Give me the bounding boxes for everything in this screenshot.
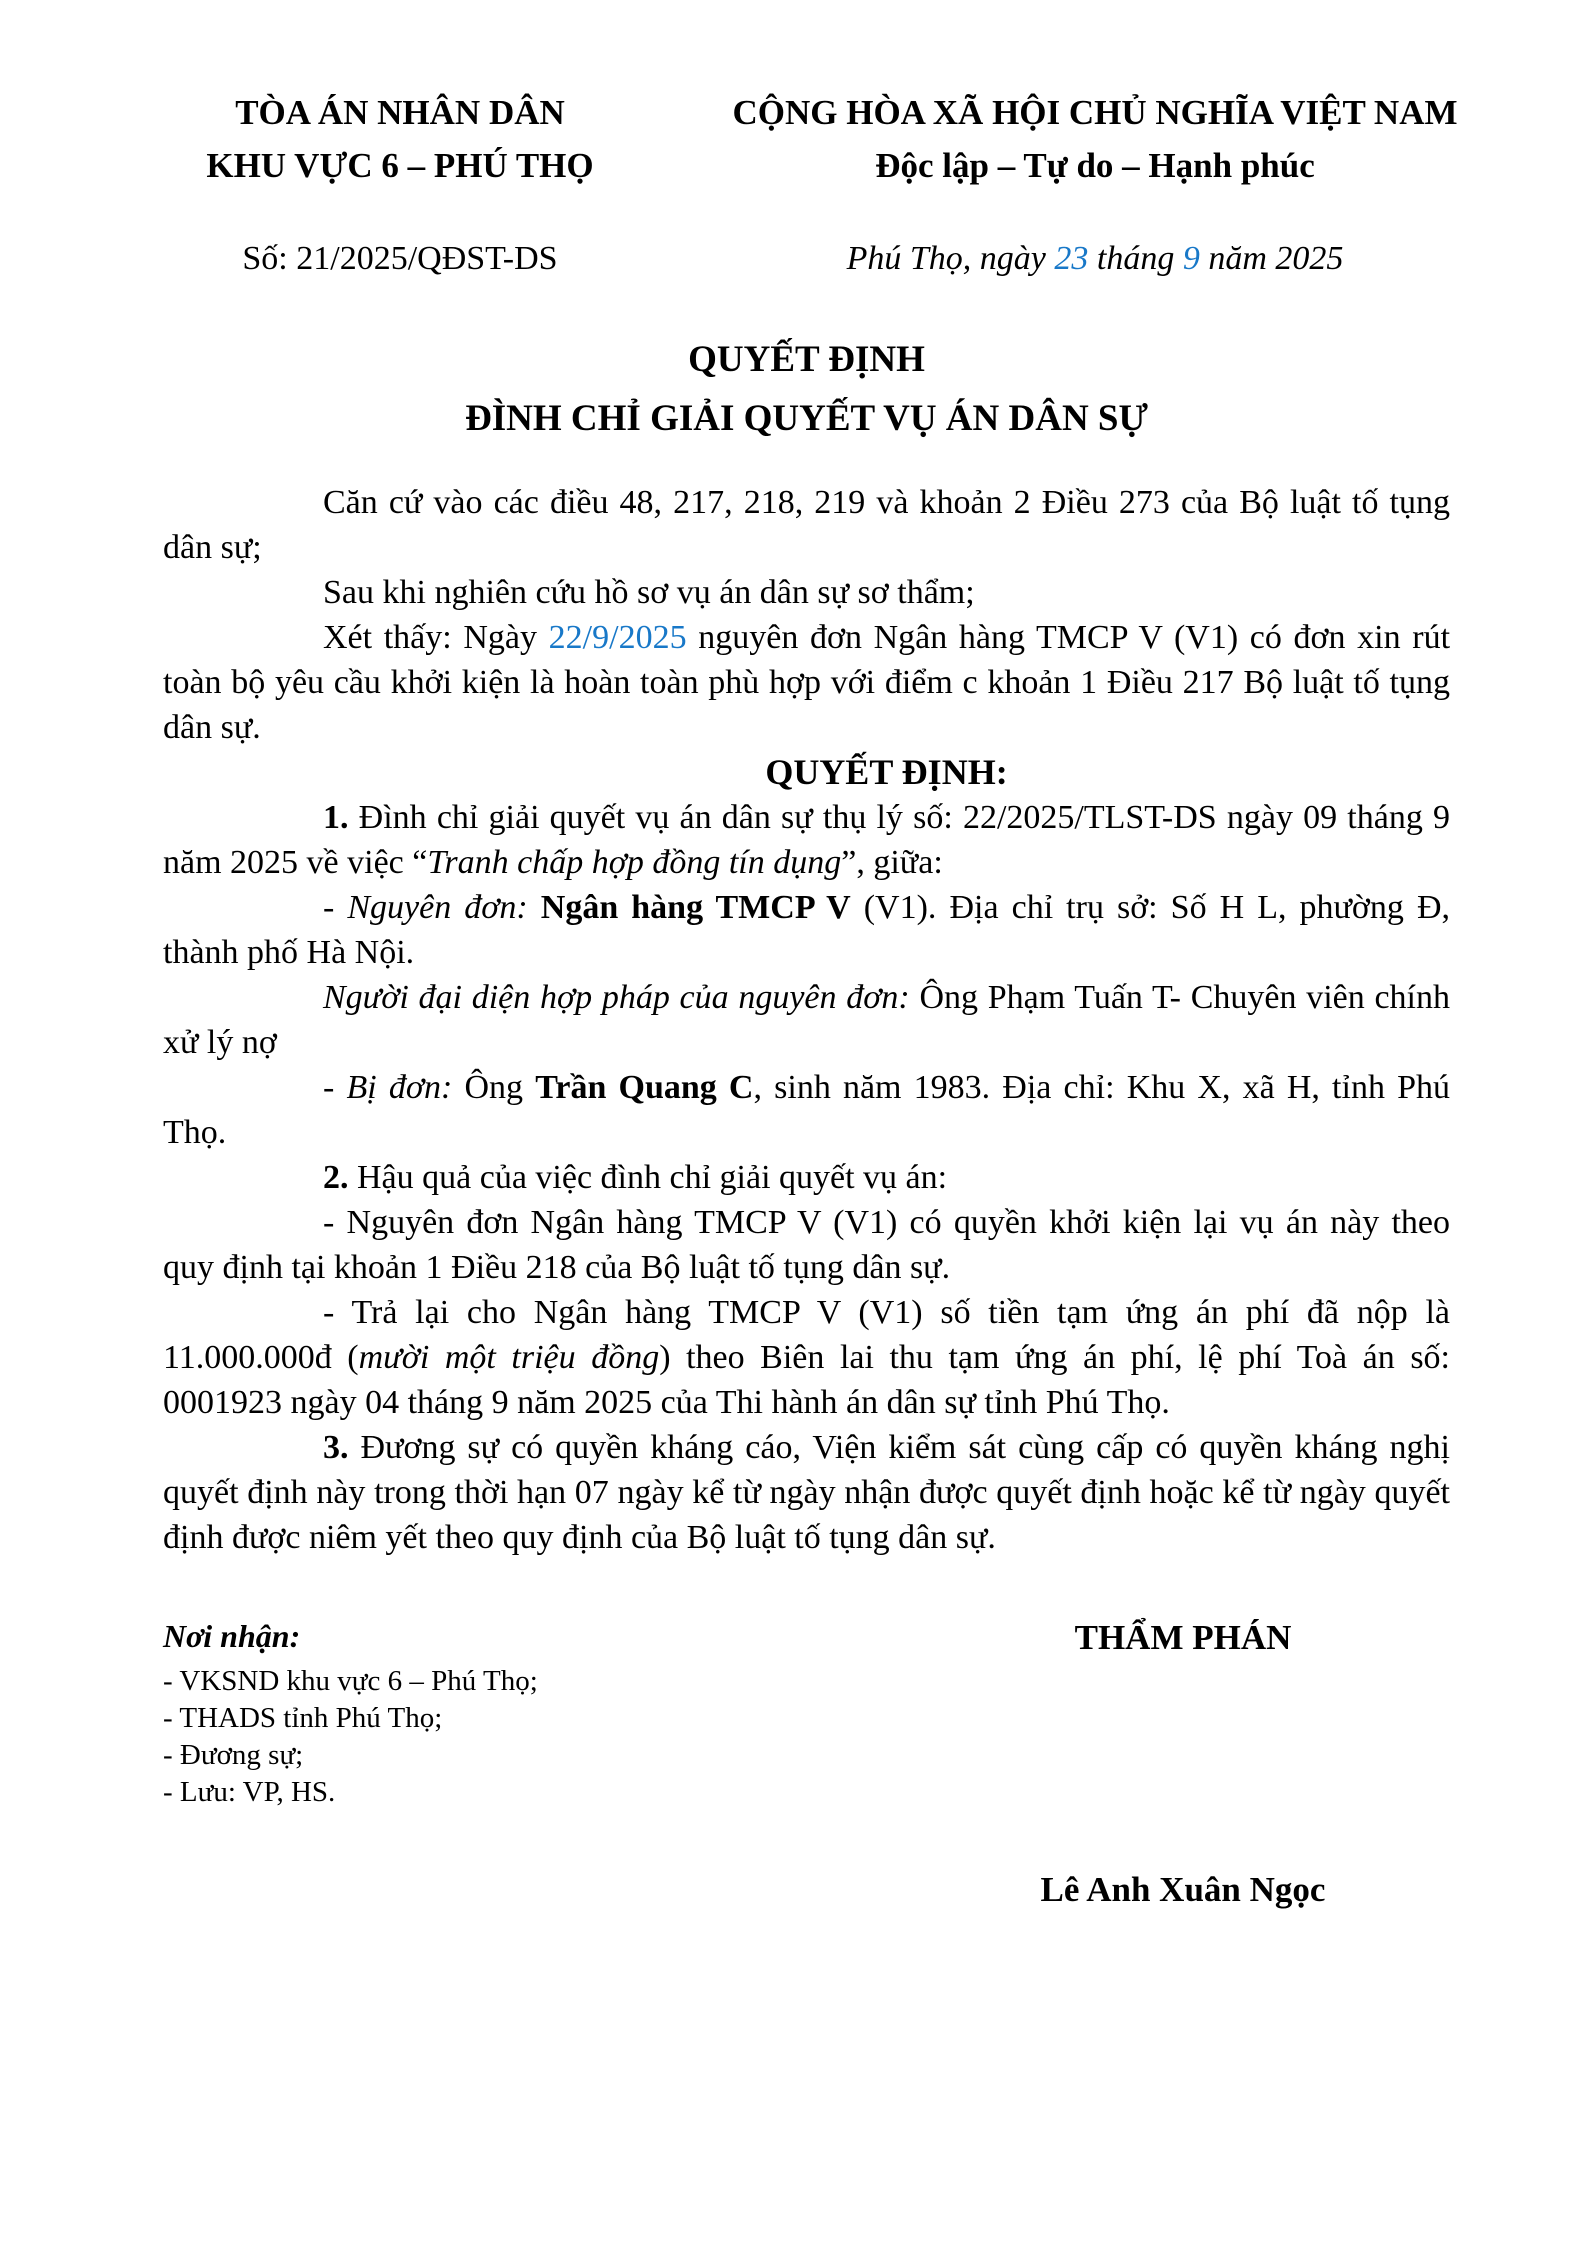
- plaintiff-name: Ngân hàng TMCP V: [540, 889, 851, 926]
- recipient-item: - Lưu: VP, HS.: [163, 1776, 336, 1808]
- item-3-appeal-right: [163, 1425, 1450, 1560]
- recipient-item: - THADS tỉnh Phú Thọ;: [163, 1702, 443, 1734]
- decision-section-heading: QUYẾT ĐỊNH:: [765, 752, 1008, 792]
- date-prefix: Phú Thọ, ngày: [846, 240, 1055, 277]
- date-suffix: năm 2025: [1199, 240, 1344, 277]
- consequence-fee-refund: [163, 1290, 1450, 1425]
- document-footer: [0, 1618, 1586, 1910]
- defendant-dash: -: [323, 1069, 347, 1106]
- document-header: [0, 0, 1586, 192]
- judge-title: THẨM PHÁN: [1074, 1618, 1292, 1657]
- date-month: 9: [1182, 240, 1200, 277]
- recipients-block: [163, 1618, 803, 1811]
- national-motto: Độc lập – Tự do – Hạnh phúc: [875, 146, 1315, 185]
- national-header-block: [700, 86, 1490, 192]
- withdrawal-date: 22/9/2025: [548, 619, 687, 656]
- representative-name: Ông Phạm Tuấn T- Chuyên viên chính xử lý nợ: [163, 979, 1450, 1061]
- date-day: 23: [1054, 240, 1089, 277]
- consequence-refile-right: - Nguyên đơn Ngân hàng TMCP V (V1) có quyền khởi kiện lại vụ án này theo quy định tại khoản 1 Điều 218 của Bộ luật tố tụng dân sự.: [163, 1204, 1450, 1286]
- fee-refund-text: - Trả lại cho Ngân hàng TMCP V (V1) số tiền tạm ứng án phí đã nộp là 11.000.000đ (: [163, 1294, 1450, 1376]
- item-3-text: Đương sự có quyền kháng cáo, Viện kiểm sát cùng cấp có quyền kháng nghị quyết định này trong thời hạn 07 ngày kể từ ngày nhận được quyết định hoặc kể từ ngày quyết định được niêm yết theo quy định của Bộ luật tố tụng dân sự.: [163, 1429, 1450, 1556]
- paragraph-legal-basis: Căn cứ vào các điều 48, 217, 218, 219 và khoản 2 Điều 273 của Bộ luật tố tụng dân sự;: [163, 484, 1450, 566]
- date-mid: tháng: [1088, 240, 1183, 277]
- plaintiff-dash: -: [323, 889, 348, 926]
- item-2-text: Hậu quả của việc đình chỉ giải quyết vụ án:: [348, 1159, 948, 1196]
- decision-title: [0, 330, 1586, 448]
- paragraph-findings: [163, 615, 1450, 750]
- item-2-number: 2.: [323, 1159, 349, 1196]
- findings-text-before: Xét thấy: Ngày: [323, 619, 549, 656]
- plaintiff-line: [163, 885, 1450, 975]
- item-1-number: 1.: [323, 799, 349, 836]
- item-3-number: 3.: [323, 1429, 349, 1466]
- document-number: Số: 21/2025/QĐST-DS: [242, 240, 558, 277]
- court-header-block: [100, 86, 700, 192]
- recipient-item: - Đương sự;: [163, 1739, 304, 1771]
- signature-block: [903, 1618, 1463, 1910]
- plaintiff-label: Nguyên đơn:: [347, 889, 541, 926]
- item-1-text-end: ”, giữa:: [841, 844, 943, 881]
- representative-line: [163, 975, 1450, 1065]
- document-body: [163, 480, 1450, 1560]
- document-place-date: [700, 240, 1490, 278]
- representative-label: Người đại diện hợp pháp của nguyên đơn:: [323, 979, 920, 1016]
- defendant-label: Bị đơn:: [346, 1069, 465, 1106]
- court-name: TÒA ÁN NHÂN DÂN: [235, 93, 565, 132]
- defendant-line: [163, 1065, 1450, 1155]
- paragraph-after-review: Sau khi nghiên cứu hồ sơ vụ án dân sự sơ thẩm;: [323, 574, 975, 611]
- defendant-honorific: Ông: [464, 1069, 536, 1106]
- national-title: CỘNG HÒA XÃ HỘI CHỦ NGHĨA VIỆT NAM: [732, 93, 1458, 132]
- plaintiff-address: (V1). Địa chỉ trụ sở: Số H L, phường Đ, thành phố Hà Nội.: [163, 889, 1450, 971]
- case-name: Tranh chấp hợp đồng tín dụng: [427, 844, 842, 881]
- decision-title-line2: ĐÌNH CHỈ GIẢI QUYẾT VỤ ÁN DÂN SỰ: [465, 398, 1148, 439]
- fee-refund-text-end: ) theo Biên lai thu tạm ứng án phí, lệ phí Toà án số: 0001923 ngày 04 tháng 9 năm 2025 của Thi hành án dân sự tỉnh Phú Thọ.: [163, 1339, 1451, 1421]
- decision-title-line1: QUYẾT ĐỊNH: [688, 339, 925, 380]
- recipient-item: - VKSND khu vực 6 – Phú Thọ;: [163, 1665, 538, 1697]
- recipients-label: Nơi nhận:: [163, 1618, 301, 1654]
- defendant-details: , sinh năm 1983. Địa chỉ: Khu X, xã H, tỉnh Phú Thọ.: [163, 1069, 1451, 1151]
- item-1-text: Đình chỉ giải quyết vụ án dân sự thụ lý số: 22/2025/TLST-DS ngày 09 tháng 9 năm 2025 về việc “: [163, 799, 1450, 881]
- item-1-suspension: [163, 795, 1450, 885]
- item-2-consequences: [163, 1155, 1450, 1200]
- defendant-name: Trần Quang C: [535, 1069, 754, 1106]
- amount-in-words: mười một triệu đồng: [358, 1339, 660, 1376]
- findings-text-after: nguyên đơn Ngân hàng TMCP V (V1) có đơn xin rút toàn bộ yêu cầu khởi kiện là hoàn toàn phù hợp với điểm c khoản 1 Điều 217 Bộ luật tố tụng dân sự.: [163, 619, 1451, 746]
- document-meta-row: [0, 240, 1586, 278]
- judge-name: Lê Anh Xuân Ngọc: [1040, 1870, 1326, 1909]
- court-region: KHU VỰC 6 – PHÚ THỌ: [206, 146, 594, 185]
